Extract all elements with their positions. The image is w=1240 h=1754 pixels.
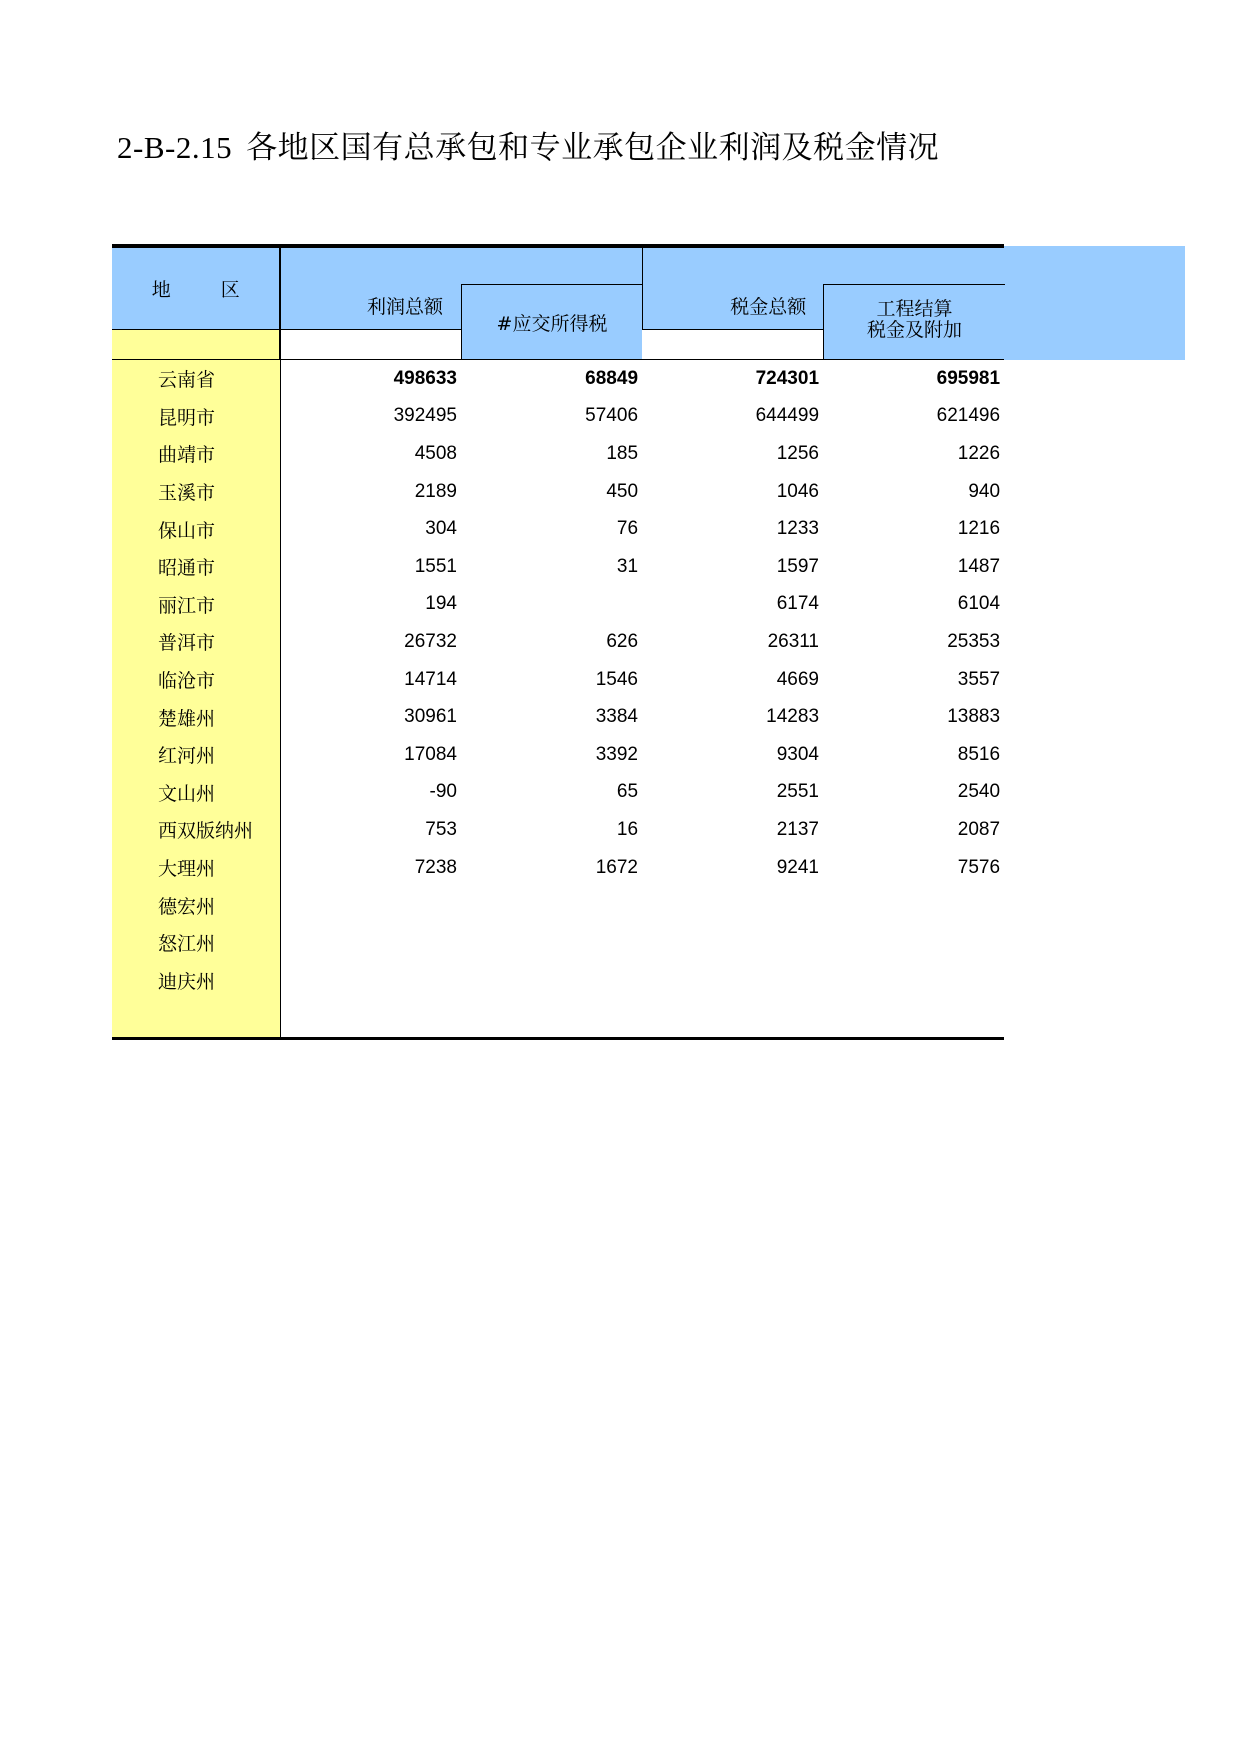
cell-settlement-tax — [823, 924, 1004, 962]
cell-profit-total — [280, 886, 461, 924]
cell-income-tax: 3392 — [595, 743, 639, 765]
cell-income-tax: 450 — [606, 480, 639, 502]
cell-income-tax: 626 — [606, 630, 639, 652]
cell-profit-total: 304 — [425, 518, 457, 540]
header-region: 地 区 — [112, 246, 280, 330]
cell-profit-total — [280, 924, 461, 962]
cell-tax-total: 1046 — [776, 480, 820, 502]
header-tax-total: 税金总额 — [730, 296, 807, 318]
table-row — [112, 962, 1004, 1000]
table-row — [112, 548, 1004, 586]
cell-tax-total: 2137 — [776, 818, 820, 840]
cell-settlement-tax: 1487 — [957, 555, 1001, 577]
table-row — [112, 586, 1004, 624]
cell-region: 临沧市 — [112, 661, 280, 699]
cell-income-tax — [461, 886, 642, 924]
cell-tax-total — [642, 962, 823, 1000]
spacer-row — [112, 999, 1004, 1039]
cell-settlement-tax — [823, 886, 1004, 924]
cell-settlement-tax: 6104 — [957, 593, 1001, 615]
cell-profit-total: 1551 — [414, 555, 457, 577]
cell-profit-total: 30961 — [404, 706, 457, 728]
cell-region: 迪庆州 — [112, 962, 280, 1000]
header-settlement-tax-line2: 税金及附加 — [866, 319, 962, 341]
cell-region: 普洱市 — [112, 623, 280, 661]
cell-income-tax: 31 — [616, 555, 639, 577]
cell-profit-total: 194 — [425, 593, 457, 615]
header-bottom-rule — [112, 359, 1004, 360]
cell-profit-total: 2189 — [414, 480, 457, 502]
cell-settlement-tax: 3557 — [957, 668, 1001, 690]
table-row — [112, 661, 1004, 699]
cell-income-tax: 1546 — [595, 668, 639, 690]
cell-profit-total: 14714 — [404, 668, 457, 690]
cell-profit-total: 498633 — [393, 367, 457, 389]
cell-tax-total: 9304 — [776, 743, 820, 765]
cell-region: 丽江市 — [112, 586, 280, 624]
cell-region: 曲靖市 — [112, 435, 280, 473]
table-row — [112, 510, 1004, 548]
table-row — [112, 398, 1004, 436]
cell-region: 大理州 — [112, 849, 280, 887]
cell-region: 玉溪市 — [112, 473, 280, 511]
table-title: 各地区国有总承包和专业承包企业利润及税金情况 — [246, 130, 940, 165]
cell-settlement-tax: 1216 — [957, 518, 1001, 540]
cell-tax-total: 1233 — [776, 518, 820, 540]
cell-income-tax — [461, 924, 642, 962]
header-income-tax: #应交所得税 — [496, 313, 608, 335]
cell-income-tax: 65 — [616, 781, 639, 803]
cell-region: 怒江州 — [112, 924, 280, 962]
table-row — [112, 886, 1004, 924]
cell-income-tax: 185 — [606, 442, 639, 464]
header-settlement-tax-cell — [823, 284, 1005, 360]
cell-income-tax: 68849 — [585, 367, 639, 389]
cell-tax-total: 1256 — [776, 442, 820, 464]
cell-settlement-tax: 8516 — [957, 743, 1001, 765]
cell-tax-total: 6174 — [776, 593, 820, 615]
cell-settlement-tax: 13883 — [947, 706, 1001, 728]
cell-income-tax: 3384 — [595, 706, 639, 728]
table-row — [112, 849, 1004, 887]
cell-profit-total — [280, 962, 461, 1000]
page-title — [117, 122, 939, 167]
cell-settlement-tax: 695981 — [936, 367, 1001, 389]
table-row — [112, 360, 1004, 398]
cell-tax-total — [642, 886, 823, 924]
cell-tax-total: 1597 — [776, 555, 820, 577]
cell-profit-total: 753 — [425, 818, 457, 840]
table-row — [112, 924, 1004, 962]
cell-profit-total: 26732 — [404, 630, 457, 652]
cell-profit-total: 392495 — [393, 405, 457, 427]
cell-region: 红河州 — [112, 736, 280, 774]
table-row — [112, 623, 1004, 661]
cell-settlement-tax: 7576 — [957, 856, 1001, 878]
table-row — [112, 811, 1004, 849]
cell-profit-total: 4508 — [414, 442, 457, 464]
header-settlement-tax-line1: 工程结算 — [876, 298, 953, 320]
cell-tax-total: 644499 — [755, 405, 820, 427]
cell-profit-total: 7238 — [414, 856, 457, 878]
table-row — [112, 473, 1004, 511]
table-row — [112, 698, 1004, 736]
cell-region: 保山市 — [112, 510, 280, 548]
cell-tax-total: 26311 — [767, 630, 820, 652]
cell-tax-total: 2551 — [776, 781, 820, 803]
profit-tax-table — [112, 244, 1004, 1040]
cell-tax-total: 4669 — [776, 668, 820, 690]
cell-tax-total: 724301 — [755, 367, 820, 389]
cell-income-tax: 76 — [616, 518, 639, 540]
table-row — [112, 774, 1004, 812]
header-band-extension — [1004, 246, 1185, 360]
cell-settlement-tax: 2087 — [957, 818, 1001, 840]
cell-region: 德宏州 — [112, 886, 280, 924]
cell-region: 昭通市 — [112, 548, 280, 586]
cell-settlement-tax: 1226 — [957, 442, 1001, 464]
cell-income-tax: 16 — [616, 818, 639, 840]
header-profit-total: 利润总额 — [367, 296, 444, 318]
cell-profit-total: -90 — [429, 781, 457, 803]
cell-settlement-tax: 621496 — [936, 405, 1001, 427]
cell-region: 西双版纳州 — [112, 811, 280, 849]
table-code: 2-B-2.15 — [117, 130, 233, 165]
cell-profit-total: 17084 — [404, 743, 457, 765]
cell-tax-total — [642, 924, 823, 962]
cell-region: 文山州 — [112, 774, 280, 812]
cell-income-tax: 1672 — [595, 856, 639, 878]
cell-region: 楚雄州 — [112, 698, 280, 736]
cell-settlement-tax: 940 — [968, 480, 1001, 502]
cell-income-tax: 57406 — [585, 405, 639, 427]
cell-settlement-tax: 25353 — [947, 630, 1001, 652]
cell-tax-total: 9241 — [776, 856, 820, 878]
cell-income-tax — [461, 586, 642, 624]
header-income-tax-cell — [461, 284, 642, 360]
cell-settlement-tax — [823, 962, 1004, 1000]
cell-tax-total: 14283 — [766, 706, 820, 728]
table-row — [112, 736, 1004, 774]
cell-income-tax — [461, 962, 642, 1000]
table-body — [112, 330, 1004, 1039]
table-row — [112, 435, 1004, 473]
cell-region: 云南省 — [112, 360, 280, 398]
header-region-divider — [279, 248, 280, 360]
cell-settlement-tax: 2540 — [957, 781, 1001, 803]
cell-region: 昆明市 — [112, 398, 280, 436]
